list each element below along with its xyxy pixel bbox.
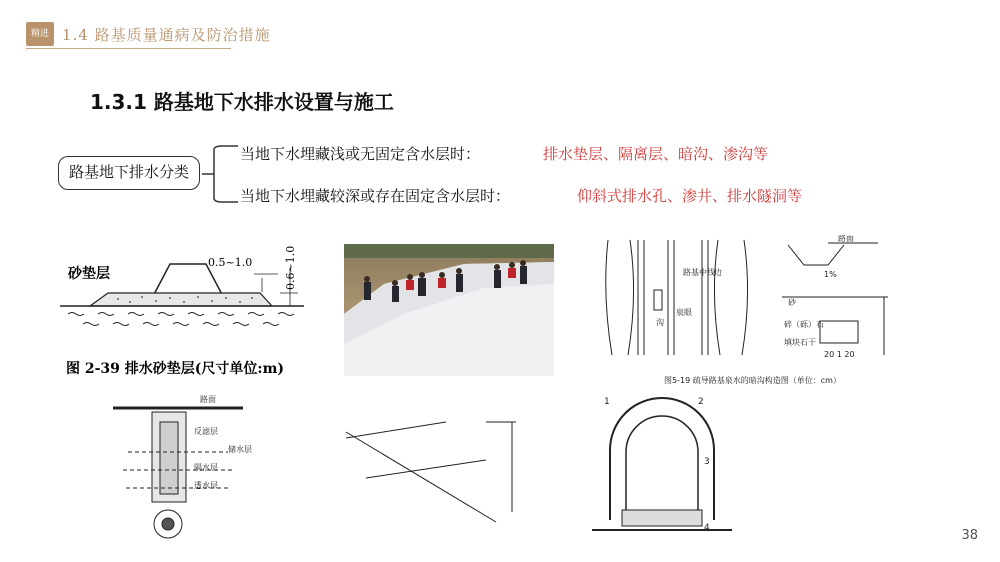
well-label-0: 路面 <box>200 395 216 404</box>
label-edge: 边 <box>714 268 722 277</box>
brand-badge: 精进 <box>26 22 54 46</box>
classification-box: 路基地下排水分类 <box>58 156 200 190</box>
condition-shallow: 当地下水埋藏浅或无固定含水层时： <box>240 145 481 163</box>
well-label-4: 透水层 <box>194 481 218 490</box>
label-pavement: 路面 <box>838 235 854 243</box>
label-road-center: 路基中线 <box>683 268 715 277</box>
drain-hole-figure <box>336 402 536 534</box>
brace-connector <box>200 140 240 208</box>
label-dims: 20 1 20 <box>824 350 855 359</box>
well-label-3: 隔水层 <box>194 463 218 472</box>
well-label-1: 反滤层 <box>194 427 218 436</box>
tunnel-label-2: 2 <box>698 397 704 407</box>
tunnel-label-3: 3 <box>704 457 710 467</box>
section-header: 1.4 路基质量通病及防治措施 <box>62 26 271 44</box>
blind-ditch-figure <box>598 235 898 387</box>
sand-layer-label: 砂垫层 <box>68 266 110 282</box>
label-slope: 1% <box>824 270 837 279</box>
label-sand: 砂 <box>788 298 796 307</box>
result-shallow: 排水垫层、隔离层、暗沟、渗沟等 <box>543 145 769 163</box>
label-gravel: 碎（砾）石 <box>784 320 824 329</box>
condition-deep: 当地下水埋藏较深或存在固定含水层时： <box>240 187 511 205</box>
page-title: 1.3.1 路基地下水排水设置与施工 <box>90 90 394 114</box>
header-divider <box>26 48 231 49</box>
tunnel-label-1: 1 <box>604 397 610 407</box>
tunnel-label-4: 4 <box>704 523 710 533</box>
label-outlet: 泉眼 <box>676 308 692 317</box>
result-deep: 仰斜式排水孔、渗井、排水隧洞等 <box>577 187 803 205</box>
construction-photo <box>344 244 554 376</box>
label-ditch: 沟 <box>656 318 664 327</box>
sand-figure-caption: 图 2-39 排水砂垫层(尺寸单位:m) <box>66 361 285 377</box>
sand-cushion-figure <box>58 238 308 380</box>
well-label-2: 储水层 <box>228 445 252 454</box>
page-number: 38 <box>961 528 978 543</box>
width-dimension: 0.5~1.0 <box>208 256 253 269</box>
drainage-tunnel-figure <box>582 390 732 540</box>
depth-dimension: 0.6~1.0 <box>284 245 297 290</box>
label-stone: 填块石干 <box>784 338 816 347</box>
ditch-figure-caption: 图5-19 疏导路基泉水的暗沟构造图（单位：cm） <box>664 376 841 385</box>
seepage-well-figure <box>108 392 258 542</box>
